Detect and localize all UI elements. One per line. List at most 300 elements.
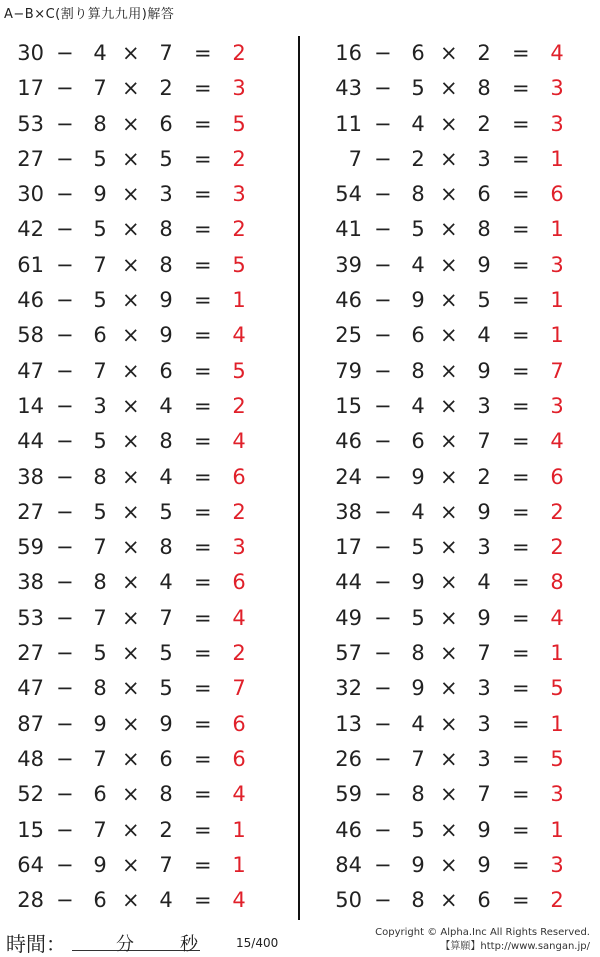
operand-c: 6 xyxy=(159,111,173,136)
minus-sign: − xyxy=(56,288,74,313)
minus-sign: − xyxy=(374,358,392,383)
equals-sign: = xyxy=(194,782,212,807)
operand-b: 6 xyxy=(93,888,107,913)
problem-row xyxy=(324,636,600,671)
problem-row xyxy=(324,71,600,106)
equals-sign: = xyxy=(512,323,530,348)
equals-sign: = xyxy=(512,711,530,736)
operand-c: 2 xyxy=(477,111,491,136)
operand-c: 9 xyxy=(477,499,491,524)
equals-sign: = xyxy=(194,499,212,524)
equals-sign: = xyxy=(512,499,530,524)
operand-b: 9 xyxy=(411,570,425,595)
operand-b: 6 xyxy=(411,41,425,65)
answer: 1 xyxy=(550,323,564,348)
answer: 3 xyxy=(550,252,564,277)
problem-row xyxy=(324,107,600,142)
operand-c: 6 xyxy=(159,358,173,383)
minus-sign: − xyxy=(374,41,392,65)
times-sign: × xyxy=(440,641,458,666)
minus-sign: − xyxy=(374,535,392,560)
answer: 2 xyxy=(232,641,246,666)
times-sign: × xyxy=(122,111,140,136)
minus-sign: − xyxy=(56,76,74,101)
minus-sign: − xyxy=(56,605,74,630)
times-sign: × xyxy=(440,888,458,913)
equals-sign: = xyxy=(194,323,212,348)
equals-sign: = xyxy=(194,888,212,913)
times-sign: × xyxy=(122,358,140,383)
answer: 4 xyxy=(232,429,246,454)
operand-b: 8 xyxy=(411,641,425,666)
minus-sign: − xyxy=(56,746,74,771)
answer: 2 xyxy=(232,217,246,242)
operand-b: 7 xyxy=(411,746,425,771)
operand-c: 4 xyxy=(477,570,491,595)
problem-row xyxy=(6,318,286,353)
answer: 3 xyxy=(232,182,246,207)
minus-sign: − xyxy=(374,676,392,701)
operand-c: 5 xyxy=(159,499,173,524)
problem-row xyxy=(6,495,286,530)
minus-sign: − xyxy=(374,111,392,136)
operand-b: 8 xyxy=(93,464,107,489)
operand-a: 52 xyxy=(17,782,44,807)
operand-a: 7 xyxy=(348,146,362,171)
minus-sign: − xyxy=(374,711,392,736)
minus-sign: − xyxy=(374,641,392,666)
operand-a: 41 xyxy=(335,217,362,242)
answer: 5 xyxy=(232,111,246,136)
operand-a: 59 xyxy=(17,535,44,560)
equals-sign: = xyxy=(512,746,530,771)
minus-sign: − xyxy=(56,782,74,807)
equals-sign: = xyxy=(194,76,212,101)
page-number: 15/400 xyxy=(236,936,279,950)
operand-a: 47 xyxy=(17,676,44,701)
times-sign: × xyxy=(440,711,458,736)
equals-sign: = xyxy=(512,817,530,842)
problem-row xyxy=(6,707,286,742)
operand-b: 4 xyxy=(411,252,425,277)
minus-sign: − xyxy=(374,852,392,877)
minus-sign: − xyxy=(56,641,74,666)
operand-c: 9 xyxy=(477,358,491,383)
answer: 4 xyxy=(550,605,564,630)
operand-a: 50 xyxy=(335,888,362,913)
minutes-label: 分 xyxy=(116,934,134,955)
answer: 1 xyxy=(232,852,246,877)
operand-c: 6 xyxy=(477,888,491,913)
answer: 4 xyxy=(232,888,246,913)
operand-a: 46 xyxy=(335,817,362,842)
problem-row xyxy=(6,248,286,283)
operand-a: 54 xyxy=(335,182,362,207)
problem-row xyxy=(6,813,286,848)
operand-c: 8 xyxy=(477,217,491,242)
times-sign: × xyxy=(440,746,458,771)
operand-a: 27 xyxy=(17,499,44,524)
operand-a: 43 xyxy=(335,76,362,101)
operand-c: 3 xyxy=(477,711,491,736)
answer: 7 xyxy=(550,358,564,383)
answer: 4 xyxy=(232,323,246,348)
operand-a: 44 xyxy=(17,429,44,454)
answer: 3 xyxy=(232,76,246,101)
equals-sign: = xyxy=(512,76,530,101)
operand-b: 7 xyxy=(93,746,107,771)
times-sign: × xyxy=(440,41,458,65)
operand-b: 7 xyxy=(93,817,107,842)
minus-sign: − xyxy=(56,358,74,383)
answer: 1 xyxy=(232,817,246,842)
times-sign: × xyxy=(122,817,140,842)
operand-b: 8 xyxy=(93,570,107,595)
operand-a: 25 xyxy=(335,323,362,348)
operand-a: 15 xyxy=(17,817,44,842)
operand-b: 9 xyxy=(93,182,107,207)
equals-sign: = xyxy=(512,41,530,65)
times-sign: × xyxy=(122,711,140,736)
operand-b: 8 xyxy=(411,888,425,913)
operand-c: 9 xyxy=(159,323,173,348)
operand-c: 7 xyxy=(159,605,173,630)
problem-row xyxy=(324,707,600,742)
problem-row xyxy=(324,671,600,706)
equals-sign: = xyxy=(194,746,212,771)
operand-a: 53 xyxy=(17,111,44,136)
equals-sign: = xyxy=(194,676,212,701)
operand-a: 46 xyxy=(335,288,362,313)
operand-b: 8 xyxy=(93,676,107,701)
times-sign: × xyxy=(440,217,458,242)
operand-a: 58 xyxy=(17,323,44,348)
operand-b: 4 xyxy=(411,711,425,736)
answer: 4 xyxy=(232,782,246,807)
answer: 4 xyxy=(550,429,564,454)
answer: 6 xyxy=(550,182,564,207)
problem-row xyxy=(324,742,600,777)
problem-row xyxy=(6,212,286,247)
problem-row xyxy=(324,777,600,812)
answer: 5 xyxy=(232,358,246,383)
column-divider xyxy=(298,36,300,920)
minus-sign: − xyxy=(56,217,74,242)
minus-sign: − xyxy=(56,711,74,736)
equals-sign: = xyxy=(512,288,530,313)
problem-row xyxy=(324,530,600,565)
minus-sign: − xyxy=(374,76,392,101)
operand-b: 9 xyxy=(411,464,425,489)
operand-b: 5 xyxy=(93,146,107,171)
minus-sign: − xyxy=(56,429,74,454)
problem-row xyxy=(6,636,286,671)
problem-row xyxy=(324,142,600,177)
problem-row xyxy=(324,283,600,318)
operand-c: 4 xyxy=(477,323,491,348)
problem-row xyxy=(324,248,600,283)
times-sign: × xyxy=(122,605,140,630)
answer: 2 xyxy=(232,146,246,171)
operand-a: 30 xyxy=(17,182,44,207)
operand-b: 4 xyxy=(411,393,425,418)
answer: 2 xyxy=(232,499,246,524)
equals-sign: = xyxy=(512,888,530,913)
problem-row xyxy=(6,107,286,142)
operand-a: 48 xyxy=(17,746,44,771)
operand-b: 8 xyxy=(411,358,425,383)
times-sign: × xyxy=(122,146,140,171)
minus-sign: − xyxy=(374,146,392,171)
operand-a: 59 xyxy=(335,782,362,807)
equals-sign: = xyxy=(512,676,530,701)
problem-row xyxy=(6,601,286,636)
times-sign: × xyxy=(122,888,140,913)
operand-a: 27 xyxy=(17,146,44,171)
operand-b: 5 xyxy=(93,641,107,666)
operand-a: 16 xyxy=(335,41,362,65)
times-sign: × xyxy=(122,852,140,877)
operand-c: 9 xyxy=(159,288,173,313)
operand-a: 38 xyxy=(17,570,44,595)
time-label: 時間： xyxy=(6,932,66,956)
operand-b: 9 xyxy=(411,288,425,313)
answer: 1 xyxy=(550,641,564,666)
equals-sign: = xyxy=(512,393,530,418)
operand-c: 5 xyxy=(477,288,491,313)
times-sign: × xyxy=(440,288,458,313)
operand-b: 5 xyxy=(93,429,107,454)
problem-row xyxy=(6,671,286,706)
operand-a: 38 xyxy=(17,464,44,489)
times-sign: × xyxy=(122,676,140,701)
problem-row xyxy=(324,495,600,530)
equals-sign: = xyxy=(512,111,530,136)
operand-c: 9 xyxy=(477,817,491,842)
answer: 6 xyxy=(232,464,246,489)
operand-a: 13 xyxy=(335,711,362,736)
equals-sign: = xyxy=(512,429,530,454)
times-sign: × xyxy=(122,217,140,242)
answer: 4 xyxy=(550,41,564,65)
operand-a: 27 xyxy=(17,641,44,666)
answer: 3 xyxy=(550,393,564,418)
equals-sign: = xyxy=(512,182,530,207)
equals-sign: = xyxy=(194,641,212,666)
equals-sign: = xyxy=(194,817,212,842)
equals-sign: = xyxy=(512,464,530,489)
operand-b: 2 xyxy=(411,146,425,171)
operand-b: 5 xyxy=(93,217,107,242)
operand-c: 3 xyxy=(477,676,491,701)
times-sign: × xyxy=(440,146,458,171)
times-sign: × xyxy=(122,464,140,489)
minus-sign: − xyxy=(56,393,74,418)
times-sign: × xyxy=(122,288,140,313)
operand-c: 7 xyxy=(477,429,491,454)
operand-a: 39 xyxy=(335,252,362,277)
times-sign: × xyxy=(440,358,458,383)
times-sign: × xyxy=(122,782,140,807)
operand-c: 4 xyxy=(159,464,173,489)
operand-a: 47 xyxy=(17,358,44,383)
operand-c: 7 xyxy=(477,782,491,807)
answer: 6 xyxy=(232,746,246,771)
operand-b: 9 xyxy=(93,852,107,877)
times-sign: × xyxy=(122,641,140,666)
operand-b: 6 xyxy=(411,323,425,348)
operand-b: 6 xyxy=(93,323,107,348)
times-sign: × xyxy=(440,570,458,595)
equals-sign: = xyxy=(512,605,530,630)
minus-sign: − xyxy=(56,535,74,560)
problem-row xyxy=(324,460,600,495)
times-sign: × xyxy=(122,76,140,101)
problem-row xyxy=(6,777,286,812)
times-sign: × xyxy=(440,676,458,701)
equals-sign: = xyxy=(194,852,212,877)
minus-sign: − xyxy=(374,182,392,207)
operand-b: 7 xyxy=(93,76,107,101)
operand-c: 8 xyxy=(159,217,173,242)
problem-row xyxy=(324,318,600,353)
times-sign: × xyxy=(440,605,458,630)
operand-b: 5 xyxy=(93,288,107,313)
times-sign: × xyxy=(440,111,458,136)
times-sign: × xyxy=(440,464,458,489)
times-sign: × xyxy=(122,499,140,524)
minus-sign: − xyxy=(56,323,74,348)
problem-row xyxy=(324,601,600,636)
answer: 3 xyxy=(232,535,246,560)
times-sign: × xyxy=(440,393,458,418)
times-sign: × xyxy=(440,252,458,277)
problem-row xyxy=(324,354,600,389)
problem-row xyxy=(6,742,286,777)
equals-sign: = xyxy=(512,852,530,877)
operand-a: 87 xyxy=(17,711,44,736)
operand-c: 5 xyxy=(159,146,173,171)
answer: 1 xyxy=(232,288,246,313)
minus-sign: − xyxy=(56,41,74,65)
minus-sign: − xyxy=(56,570,74,595)
minus-sign: − xyxy=(56,888,74,913)
operand-b: 6 xyxy=(411,429,425,454)
operand-a: 61 xyxy=(17,252,44,277)
operand-c: 9 xyxy=(477,252,491,277)
answer: 6 xyxy=(232,570,246,595)
operand-c: 3 xyxy=(477,746,491,771)
operand-c: 2 xyxy=(477,41,491,65)
problem-row xyxy=(6,565,286,600)
operand-b: 7 xyxy=(93,252,107,277)
operand-b: 7 xyxy=(93,358,107,383)
equals-sign: = xyxy=(194,429,212,454)
equals-sign: = xyxy=(512,641,530,666)
operand-a: 26 xyxy=(335,746,362,771)
operand-c: 9 xyxy=(477,852,491,877)
operand-b: 9 xyxy=(411,852,425,877)
answer: 6 xyxy=(550,464,564,489)
equals-sign: = xyxy=(512,782,530,807)
operand-c: 2 xyxy=(159,76,173,101)
operand-a: 49 xyxy=(335,605,362,630)
operand-c: 2 xyxy=(477,464,491,489)
operand-a: 84 xyxy=(335,852,362,877)
operand-c: 8 xyxy=(159,782,173,807)
answer: 3 xyxy=(550,76,564,101)
answer: 5 xyxy=(232,252,246,277)
operand-a: 46 xyxy=(335,429,362,454)
answer: 2 xyxy=(232,393,246,418)
problem-row xyxy=(324,883,600,918)
operand-c: 4 xyxy=(159,570,173,595)
operand-a: 11 xyxy=(335,111,362,136)
equals-sign: = xyxy=(194,217,212,242)
operand-c: 3 xyxy=(477,146,491,171)
minus-sign: − xyxy=(374,252,392,277)
operand-a: 15 xyxy=(335,393,362,418)
answer: 2 xyxy=(232,41,246,65)
equals-sign: = xyxy=(512,570,530,595)
times-sign: × xyxy=(440,817,458,842)
worksheet-title: A−B×C(割り算九九用)解答 xyxy=(4,7,175,22)
operand-b: 4 xyxy=(93,41,107,65)
operand-b: 5 xyxy=(93,499,107,524)
problem-row xyxy=(6,389,286,424)
minus-sign: − xyxy=(374,288,392,313)
equals-sign: = xyxy=(512,252,530,277)
minus-sign: − xyxy=(374,782,392,807)
problem-row xyxy=(324,36,600,71)
equals-sign: = xyxy=(194,111,212,136)
operand-c: 6 xyxy=(159,746,173,771)
times-sign: × xyxy=(122,41,140,65)
operand-c: 3 xyxy=(477,393,491,418)
operand-b: 9 xyxy=(411,676,425,701)
operand-c: 4 xyxy=(159,393,173,418)
operand-c: 5 xyxy=(159,676,173,701)
answer: 2 xyxy=(550,499,564,524)
operand-c: 9 xyxy=(159,711,173,736)
problem-row xyxy=(324,813,600,848)
copyright-text: Copyright © Alpha.Inc All Rights Reserved. xyxy=(375,927,590,938)
problem-row xyxy=(324,212,600,247)
minus-sign: − xyxy=(56,817,74,842)
answer: 5 xyxy=(550,676,564,701)
operand-a: 24 xyxy=(335,464,362,489)
operand-b: 7 xyxy=(93,535,107,560)
answer: 1 xyxy=(550,817,564,842)
times-sign: × xyxy=(122,323,140,348)
operand-c: 7 xyxy=(159,852,173,877)
copyright-block xyxy=(375,926,590,954)
equals-sign: = xyxy=(194,711,212,736)
equals-sign: = xyxy=(194,146,212,171)
operand-a: 46 xyxy=(17,288,44,313)
answer: 1 xyxy=(550,288,564,313)
answer: 3 xyxy=(550,111,564,136)
times-sign: × xyxy=(440,182,458,207)
equals-sign: = xyxy=(194,358,212,383)
answer: 5 xyxy=(550,746,564,771)
operand-b: 9 xyxy=(93,711,107,736)
times-sign: × xyxy=(122,746,140,771)
equals-sign: = xyxy=(512,146,530,171)
operand-a: 17 xyxy=(17,76,44,101)
problem-row xyxy=(6,530,286,565)
minus-sign: − xyxy=(56,146,74,171)
